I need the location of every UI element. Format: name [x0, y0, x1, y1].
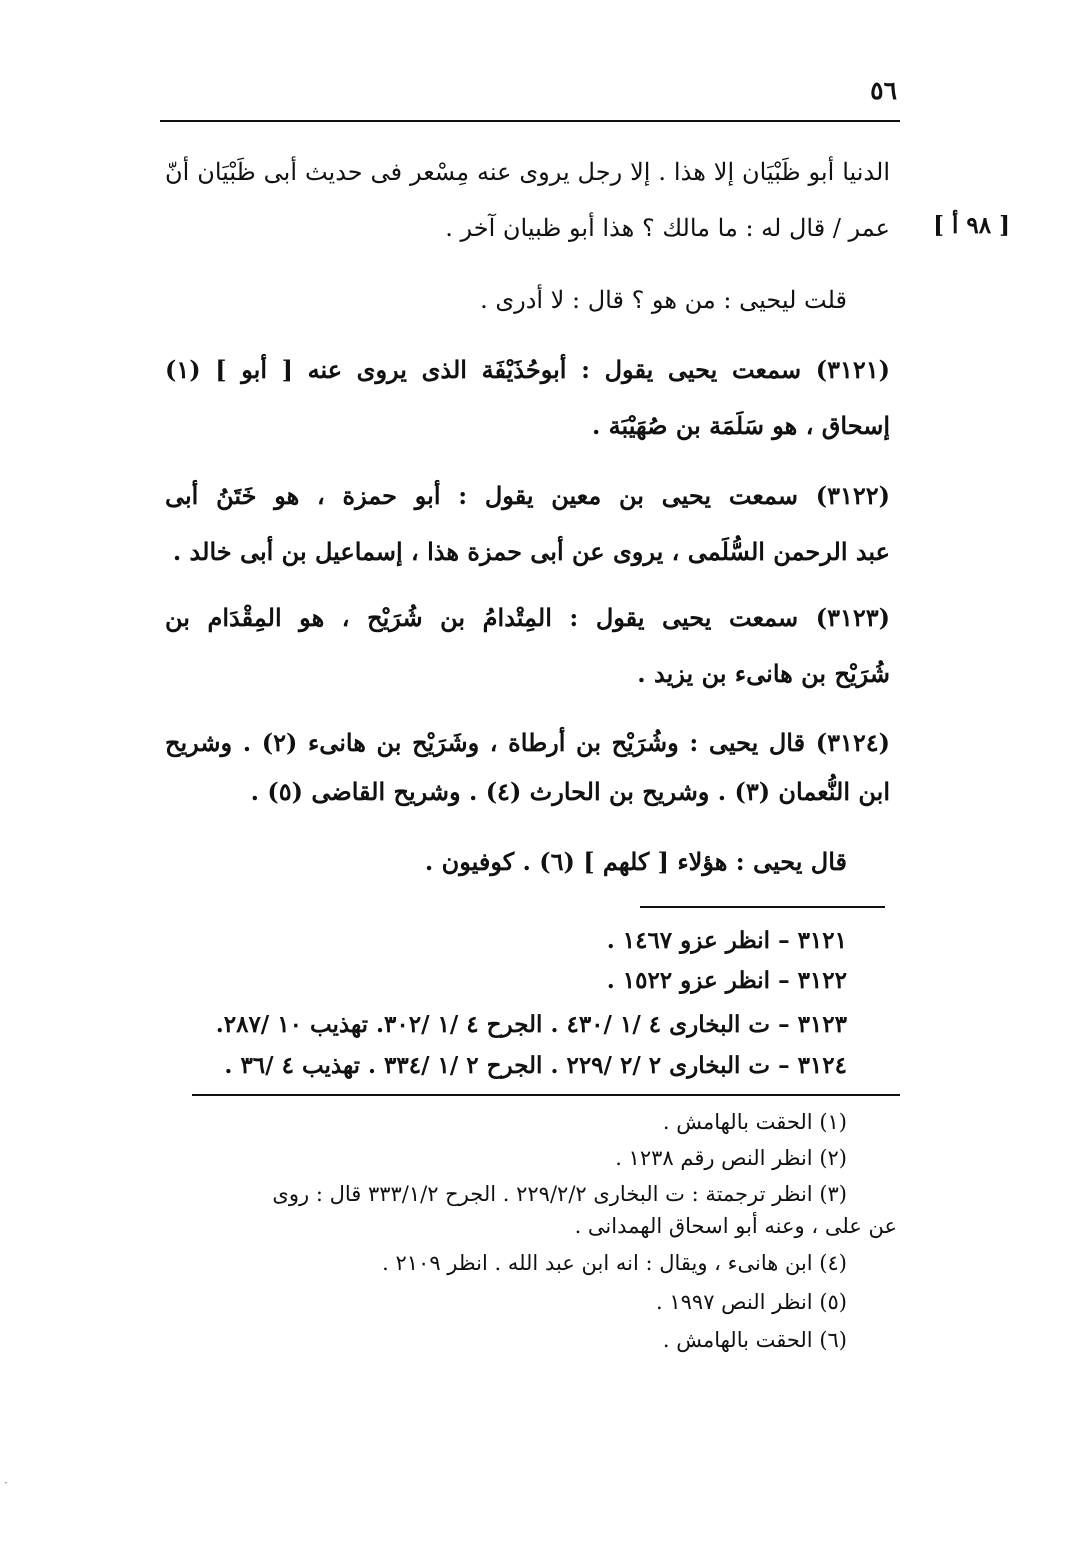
footnotes-rule [192, 1094, 900, 1096]
footnote-line: (٥) انظر النص ١٩٩٧ . [656, 1290, 847, 1314]
text-line: الدنيا أبو ظَبْيَان إلا هذا . إلا رجل يروى عنه مِسْعر فى حديث أبى ظَبْيَان أنّ [165, 158, 890, 186]
text-line: قال يحيى : هؤلاء [ كلهم ] (٦) . كوفيون . [424, 847, 847, 876]
footnote-line: عن على ، وعنه أبو اسحاق الهمدانى . [574, 1214, 897, 1238]
text-line: عمر / قال له : ما مالك ؟ هذا أبو ظبيان آخر . [445, 214, 890, 242]
entry-3124-line: (٣١٢٤) قال يحيى : وشُرَيْح بن أرطاة ، وشَرَيْح بن هانىء (٢) . وشريح [165, 728, 890, 757]
footnote-line: (٢) انظر النص رقم ١٢٣٨ . [615, 1146, 847, 1170]
footnote-line: (٦) الحقت بالهامش . [662, 1328, 847, 1352]
reference-line: ٣١٢١ – انظر عزو ١٤٦٧ . [606, 927, 847, 954]
page-number: ٥٦ [870, 76, 897, 105]
entry-3122-line: عبد الرحمن السُّلَمى ، يروى عن أبى حمزة هذا ، إسماعيل بن أبى خالد . [172, 537, 890, 566]
scan-dot: · [4, 1476, 8, 1490]
reference-line: ٣١٢٣ – ت البخارى ٤ /١ /٤٣٠ . الجرح ٤ /١ /٣٠٢. تهذيب ١٠ /٢٨٧. [215, 1011, 847, 1038]
reference-line: ٣١٢٢ – انظر عزو ١٥٢٢ . [606, 967, 847, 994]
entry-3123-line: شُرَيْح بن هانىء بن يزيد . [637, 659, 890, 688]
entry-3122-line: (٣١٢٢) سمعت يحيى بن معين يقول : أبو حمزة ، هو خَتَنُ أبى [165, 481, 890, 510]
text-line: قلت ليحيى : من هو ؟ قال : لا أدرى . [480, 286, 847, 314]
reference-line: ٣١٢٤ – ت البخارى ٢ /٢ /٢٢٩ . الجرح ٢ /١ /٣٣٤ . تهذيب ٤ /٣٦ . [224, 1052, 847, 1079]
entry-3121-line: (٣١٢١) سمعت يحيى يقول : أبوحُذَيْفَة الذى يروى عنه [ أبو ] (١) [165, 355, 890, 384]
references-rule [640, 906, 885, 908]
entry-3121-line: إسحاق ، هو سَلَمَة بن صُهَيْبَة . [591, 411, 890, 440]
footnote-line: (٤) ابن هانىء ، ويقال : انه ابن عبد الله . انظر ٢١٠٩ . [382, 1251, 847, 1275]
footnote-line: (١) الحقت بالهامش . [662, 1110, 847, 1134]
header-rule [160, 120, 900, 122]
entry-3124-line: ابن النُّعمان (٣) . وشريح بن الحارث (٤) . وشريح القاضى (٥) . [250, 777, 890, 806]
margin-folio-note: [ ٩٨ أ ] [933, 212, 1010, 239]
footnote-line: (٣) انظر ترجمتة : ت البخارى ٢٢٩/٢/٢ . الجرح ٣٣٣/١/٢ قال : روى [272, 1182, 847, 1206]
entry-3123-line: (٣١٢٣) سمعت يحيى يقول : المِتْدامُ بن شُرَيْح ، هو المِقْدَام بن [165, 603, 890, 632]
